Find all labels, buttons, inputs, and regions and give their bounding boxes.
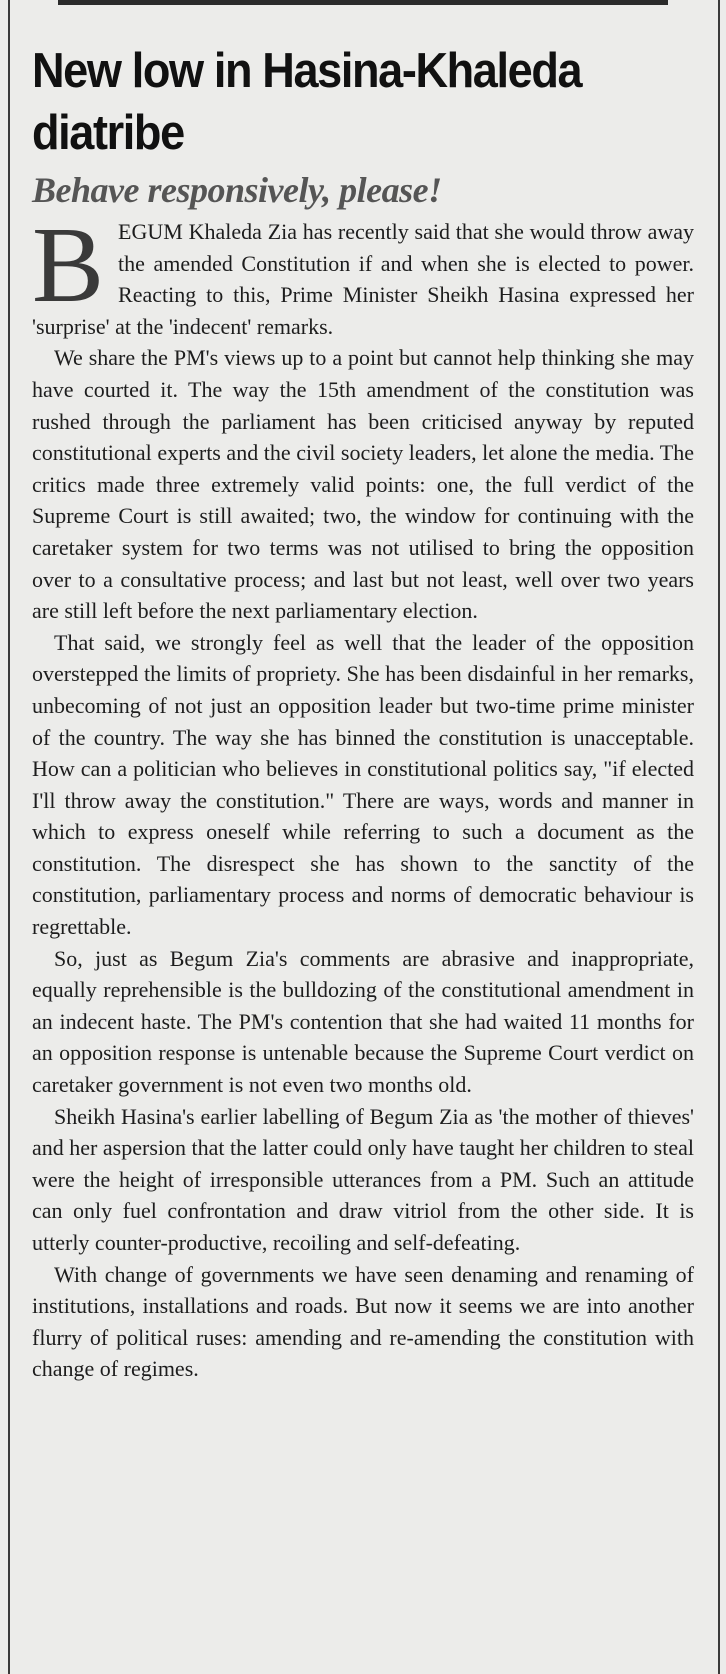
right-border: [718, 0, 720, 1674]
paragraph-2: We share the PM's views up to a point but cannot help thinking she may have courted it. The way the 15th amendment of the constitution was rushed through the parliament has been criticised anyway by reputed constitutional experts and the civil society leaders, let alone the media. The critics made three extremely valid points: one, the full verdict of the Supreme Court is still awaited; two, the window for continuing with the caretaker system for two terms was not utilised to bring the opposition over to a consultative process; and last but not least, well over two years are still left before the next parliamentary election.: [32, 345, 694, 624]
left-border: [8, 0, 10, 1674]
paragraph-6: With change of governments we have seen denaming and renaming of institutions, installations and roads. But now it seems we are into another flurry of political ruses: amending and re-amending the constitution with change of regimes.: [32, 1261, 694, 1382]
headline: New low in Hasina-Khaleda diatribe: [32, 44, 582, 160]
paragraph-1-text: EGUM Khaleda Zia has recently said that she would throw away the amended Constitution if and when she is elected to power. Reacting to this, Prime Minister Sheikh Hasina expressed her 'surprise' at the 'indecent' remarks.: [32, 219, 694, 339]
drop-cap: B: [32, 206, 105, 325]
paragraph-4: So, just as Begum Zia's comments are abrasive and inappropriate, equally reprehensible is the bulldozing of the constitutional amendment in an indecent haste. The PM's contention that she had waited 11 months for an opposition response is untenable because the Supreme Court verdict on caretaker government is not even two months old.: [32, 945, 694, 1098]
article-body: [32, 206, 694, 1385]
paragraph-3: That said, we strongly feel as well that the leader of the opposition overstepped the limits of propriety. She has been disdainful in her remarks, unbecoming of not just an opposition leader but two-time prime minister of the country. The way she has binned the constitution is unacceptable. How can a politician who believes in constitutional politics say, "if elected I'll throw away the constitution." There are ways, words and manner in which to express oneself while referring to such a document as the constitution. The disrespect she has shown to the sanctity of the constitution, parliamentary process and norms of democratic behaviour is regrettable.: [32, 629, 694, 940]
paragraph-1: [32, 206, 694, 342]
paragraph-5: Sheikh Hasina's earlier labelling of Begum Zia as 'the mother of thieves' and her aspersion that the latter could only have taught her children to steal were the height of irresponsible utterances from a PM. Such an attitude can only fuel confrontation and draw vitriol from the other side. It is utterly counter-productive, recoiling and self-defeating.: [32, 1103, 694, 1255]
top-rule: [58, 0, 668, 5]
subheadline: Behave responsively, please!: [32, 170, 442, 210]
article: [32, 40, 694, 1385]
